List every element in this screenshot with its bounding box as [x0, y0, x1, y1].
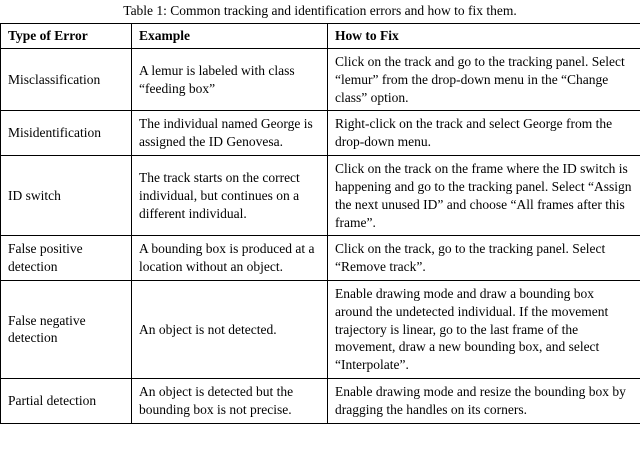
- column-header-type-of-error: Type of Error: [1, 24, 132, 49]
- fix-cell: Click on the track, go to the tracking panel. Select “Remove track”.: [328, 236, 640, 281]
- fix-cell: Click on the track on the frame where the ID switch is happening and go to the tracking panel. Select “Assign the next unused ID” and choose “All frames after this frame”.: [328, 156, 640, 236]
- fix-cell: Enable drawing mode and resize the bounding box by dragging the handles on its corners.: [328, 379, 640, 424]
- example-cell: The individual named George is assigned the ID Genovesa.: [132, 111, 328, 156]
- column-header-how-to-fix: How to Fix: [328, 24, 640, 49]
- error-type-cell: Partial detection: [1, 379, 132, 424]
- fix-cell: Click on the track and go to the tracking panel. Select “lemur” from the drop-down menu in the “Change class” option.: [328, 49, 640, 111]
- example-cell: An object is not detected.: [132, 280, 328, 378]
- fix-cell: Right-click on the track and select George from the drop-down menu.: [328, 111, 640, 156]
- header-row: [1, 24, 640, 49]
- errors-table: [0, 23, 640, 423]
- example-cell: The track starts on the correct individual, but continues on a different individual.: [132, 156, 328, 236]
- column-header-example: Example: [132, 24, 328, 49]
- error-type-cell: ID switch: [1, 156, 132, 236]
- error-type-cell: Misclassification: [1, 49, 132, 111]
- table-row: [1, 49, 640, 111]
- error-type-cell: Misidentification: [1, 111, 132, 156]
- error-type-cell: False positive detection: [1, 236, 132, 281]
- table-caption: Table 1: Common tracking and identification errors and how to fix them.: [123, 3, 517, 18]
- table-row: [1, 280, 640, 378]
- fix-cell: Enable drawing mode and draw a bounding box around the undetected individual. If the movement trajectory is linear, go to the last frame of the movement, draw a new bounding box, and select “Interpolate”.: [328, 280, 640, 378]
- table-row: [1, 156, 640, 236]
- table-row: [1, 111, 640, 156]
- example-cell: A lemur is labeled with class “feeding box”: [132, 49, 328, 111]
- example-cell: An object is detected but the bounding box is not precise.: [132, 379, 328, 424]
- table-row: [1, 379, 640, 424]
- example-cell: A bounding box is produced at a location without an object.: [132, 236, 328, 281]
- error-type-cell: False negative detection: [1, 280, 132, 378]
- table-row: [1, 236, 640, 281]
